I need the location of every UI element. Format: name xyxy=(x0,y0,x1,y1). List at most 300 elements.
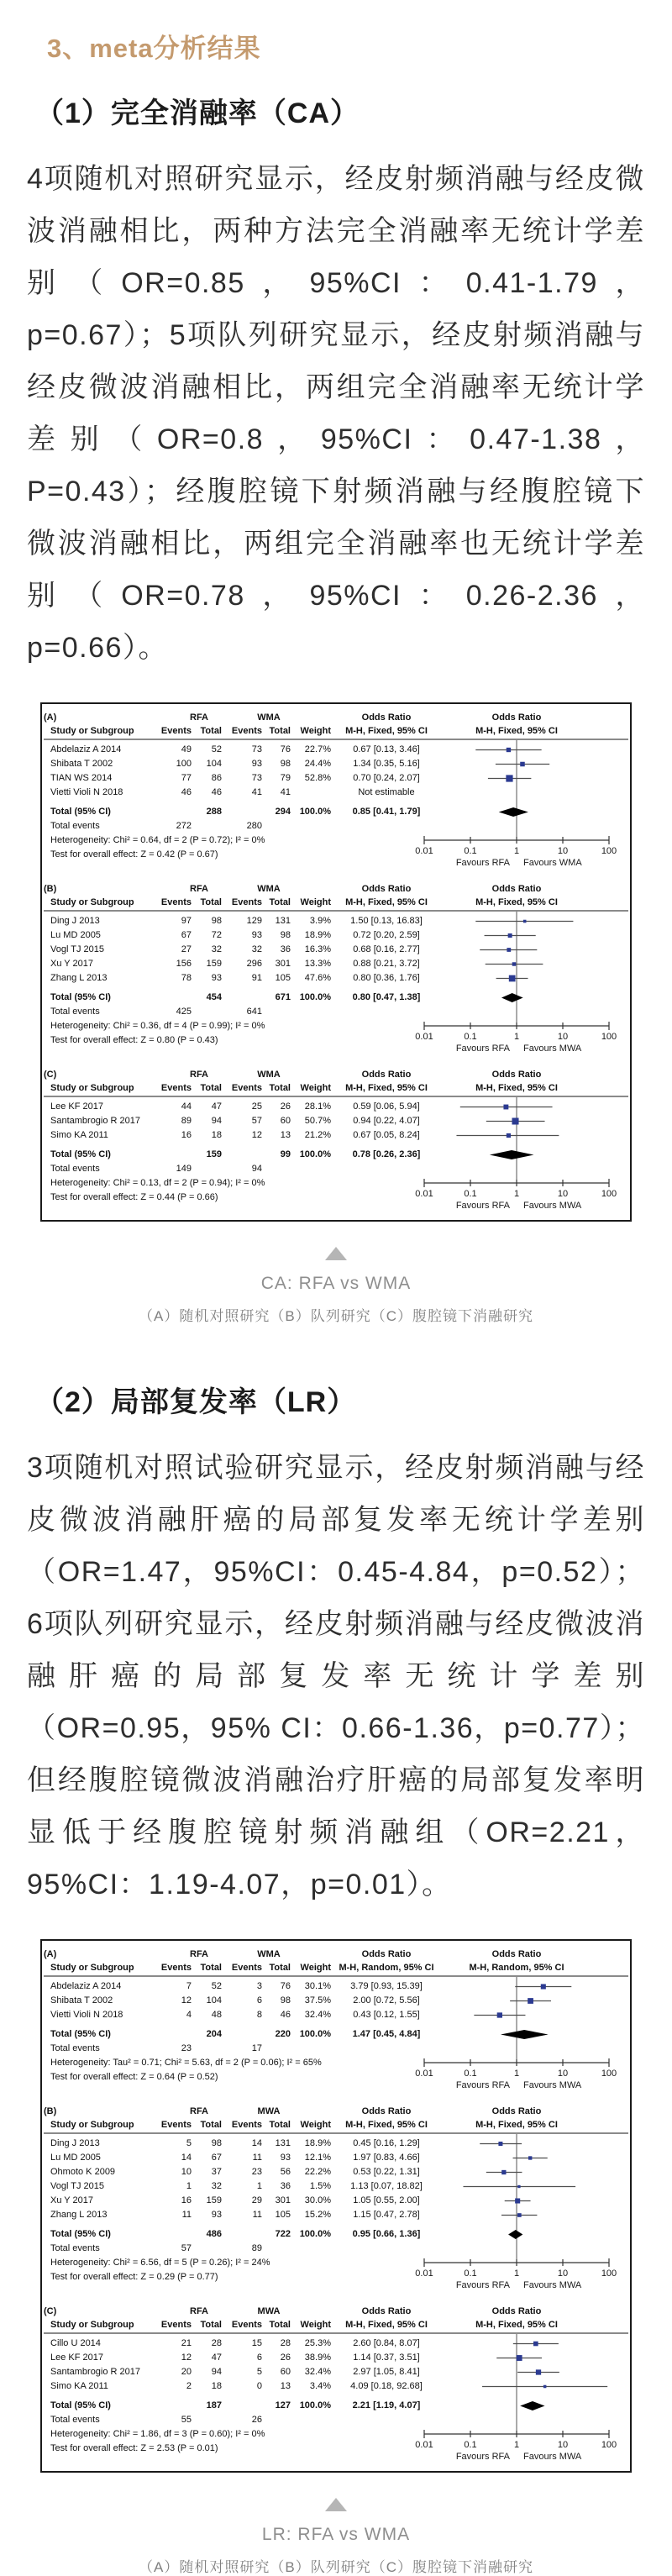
total1-value: 86 xyxy=(211,773,222,783)
group1-header: RFA xyxy=(190,712,208,723)
x-axis-tick-label: 0.01 xyxy=(415,1032,433,1042)
effect-header: Odds Ratio xyxy=(361,712,412,723)
favours-right-label: Favours MWA xyxy=(523,1044,582,1054)
or-ci-text: 1.13 [0.07, 18.82] xyxy=(350,2181,423,2191)
events1-value: 16 xyxy=(181,2195,192,2205)
forest-row xyxy=(42,2256,630,2270)
total-events-label: Total events xyxy=(50,2043,100,2053)
forest-row xyxy=(42,2427,630,2442)
col-header-events1: Events xyxy=(160,2320,192,2330)
weight-value: 3.9% xyxy=(309,916,331,926)
forest-panel-b xyxy=(42,882,630,1059)
x-axis-tick-label: 1 xyxy=(513,1189,520,1199)
events2-value: 129 xyxy=(246,916,262,926)
forest-row xyxy=(42,2070,630,2084)
col-header-events2: Events xyxy=(231,1963,262,1973)
forest-panel-c xyxy=(42,2305,630,2468)
weight-value: 30.1% xyxy=(304,1981,331,1991)
or-ci-text: 1.15 [0.47, 2.78] xyxy=(353,2210,420,2220)
col-header-total2: Total xyxy=(269,1963,291,1973)
method-header-plot: M-H, Fixed, 95% CI xyxy=(475,2320,558,2330)
weight-value: 18.9% xyxy=(304,930,331,940)
weight-value: 38.9% xyxy=(304,2353,331,2363)
forest-row xyxy=(42,1961,630,1975)
method-header: M-H, Fixed, 95% CI xyxy=(345,2120,428,2130)
study-name: Vietti Violi N 2018 xyxy=(50,787,123,797)
paragraph-lr: 3项随机对照试验研究显示，经皮射频消融与经皮微波消融肝癌的局部复发率无统计学差别（OR=1.47，95%CI：0.45-4.84，p=0.52）；6项队列研究显示，经皮射频消融与经皮微波消融肝癌的局部复发率无统计学差别（OR=0.95，95% CI：0.66-1.36，p=0.77）；但经腹腔镜微波消融治疗肝癌的局部复发率明显低于经腹腔镜射频消融组（OR=2.21，95%CI：1.19-4.07，p=0.01）。 xyxy=(27,1452,645,1900)
forest-study-row xyxy=(42,2008,630,2022)
effect-header-plot: Odds Ratio xyxy=(491,884,542,894)
heterogeneity-text: Heterogeneity: Chi² = 1.86, df = 3 (P = 0.60); I² = 0% xyxy=(50,2429,265,2439)
method-header-plot: M-H, Fixed, 95% CI xyxy=(475,1083,558,1093)
col-header-events2: Events xyxy=(231,897,262,907)
events1-value: 67 xyxy=(181,930,192,940)
panel-label: (B) xyxy=(44,884,57,894)
events2-value: 5 xyxy=(256,2367,262,2377)
col-header-total1: Total xyxy=(200,1963,222,1973)
x-axis-tick-label: 10 xyxy=(557,1032,569,1042)
overall-effect-text: Test for overall effect: Z = 0.64 (P = 0.52) xyxy=(50,2072,218,2082)
figure-caption-sub-lr: （A）随机对照研究（B）队列研究（C）腹腔镜下消融研究 xyxy=(139,2559,533,2575)
favours-left-label: Favours RFA xyxy=(455,2080,510,2090)
or-ci-text: 0.80 [0.36, 1.76] xyxy=(353,973,420,983)
page-title: 3、meta分析结果 xyxy=(47,34,261,63)
events1-value: 4 xyxy=(186,2010,192,2020)
total1-value: 94 xyxy=(211,1116,222,1126)
total1-value: 47 xyxy=(211,2353,222,2363)
or-ci-text: 4.09 [0.18, 92.68] xyxy=(350,2381,423,2391)
events1-value: 100 xyxy=(176,759,192,769)
col-header-total1: Total xyxy=(200,2320,222,2330)
or-ci-text: 1.34 [0.35, 5.16] xyxy=(353,759,420,769)
x-axis-tick-label: 100 xyxy=(601,1032,617,1042)
forest-row xyxy=(42,1148,630,1162)
study-name: Xu Y 2017 xyxy=(50,959,93,969)
study-name: Vietti Violi N 2018 xyxy=(50,2010,123,2020)
forest-study-row xyxy=(42,2151,630,2165)
events1-value: 2 xyxy=(186,2381,192,2391)
or-ci-text: 0.59 [0.06, 5.94] xyxy=(353,1101,420,1112)
events2-value: 57 xyxy=(251,1116,262,1126)
forest-row xyxy=(42,711,630,725)
or-ci-text: 2.97 [1.05, 8.41] xyxy=(353,2367,420,2377)
weight-value: 13.3% xyxy=(304,959,331,969)
events1-value: 21 xyxy=(181,2338,192,2348)
forest-study-row xyxy=(42,2208,630,2222)
events2-value: 0 xyxy=(256,2381,262,2391)
x-axis-tick-label: 0.01 xyxy=(415,2069,433,2079)
col-header-total2: Total xyxy=(269,897,291,907)
total1-sum: 187 xyxy=(206,2400,222,2410)
col-header-study: Study or Subgroup xyxy=(50,1963,134,1973)
total2-sum: 220 xyxy=(275,2029,291,2039)
overall-effect-text: Test for overall effect: Z = 0.42 (P = 0.67) xyxy=(50,849,218,860)
study-name: Ding J 2013 xyxy=(50,916,100,926)
events1-value: 78 xyxy=(181,973,192,983)
events1-value: 46 xyxy=(181,787,192,797)
forest-row xyxy=(42,1005,630,1019)
total-or-ci-text: 2.21 [1.19, 4.07] xyxy=(352,2400,421,2410)
col-header-weight: Weight xyxy=(300,2320,331,2330)
study-name: Ding J 2013 xyxy=(50,2138,100,2148)
total-events2: 17 xyxy=(251,2043,262,2053)
col-header-total2: Total xyxy=(269,726,291,736)
col-header-events2: Events xyxy=(231,726,262,736)
col-header-weight: Weight xyxy=(300,2120,331,2130)
study-name: Zhang L 2013 xyxy=(50,2210,108,2220)
total1-value: 28 xyxy=(211,2338,222,2348)
favours-left-label: Favours RFA xyxy=(455,2452,510,2462)
study-name: Cillo U 2014 xyxy=(50,2338,101,2348)
overall-effect-text: Test for overall effect: Z = 0.29 (P = 0.77) xyxy=(50,2272,218,2282)
total1-value: 93 xyxy=(211,2210,222,2220)
favours-right-label: Favours MWA xyxy=(523,1201,582,1211)
or-ci-text: 0.67 [0.05, 8.24] xyxy=(353,1130,420,1140)
section-local-recurrence xyxy=(27,1379,645,2576)
col-header-weight: Weight xyxy=(300,1963,331,1973)
x-axis-tick-label: 10 xyxy=(557,2069,569,2079)
total2-sum: 671 xyxy=(275,992,291,1002)
group2-header: MWA xyxy=(257,2306,281,2316)
forest-row xyxy=(42,991,630,1005)
study-name: Zhang L 2013 xyxy=(50,973,108,983)
x-axis-tick-label: 0.01 xyxy=(415,1189,433,1199)
total2-value: 26 xyxy=(280,1101,291,1112)
events1-value: 10 xyxy=(181,2167,192,2177)
group1-header: RFA xyxy=(190,884,208,894)
total-label: Total (95% CI) xyxy=(50,1149,111,1159)
x-axis-tick-label: 100 xyxy=(601,846,617,856)
total2-value: 56 xyxy=(280,2167,291,2177)
x-axis-tick-label: 100 xyxy=(601,2069,617,2079)
study-name: Simo KA 2011 xyxy=(50,2381,108,2391)
total2-value: 28 xyxy=(280,2338,291,2348)
panel-label: (B) xyxy=(44,2106,57,2116)
total-events2: 26 xyxy=(251,2415,262,2425)
total2-value: 41 xyxy=(280,787,291,797)
events2-value: 23 xyxy=(251,2167,262,2177)
total-weight: 100.0% xyxy=(299,807,331,817)
total2-value: 60 xyxy=(280,1116,291,1126)
total-label: Total (95% CI) xyxy=(50,2229,111,2239)
weight-value: 37.5% xyxy=(304,1995,331,2006)
forest-study-row xyxy=(42,786,630,800)
total-events2: 89 xyxy=(251,2243,262,2253)
or-ci-text: 0.72 [0.20, 2.59] xyxy=(353,930,420,940)
overall-effect-text: Test for overall effect: Z = 0.44 (P = 0.66) xyxy=(50,1192,218,1202)
x-axis-tick-label: 0.1 xyxy=(464,2440,477,2450)
events2-value: 14 xyxy=(251,2138,262,2148)
total1-sum: 486 xyxy=(206,2229,222,2239)
forest-row xyxy=(42,1081,630,1096)
total-events2: 94 xyxy=(251,1164,262,1174)
effect-header-plot: Odds Ratio xyxy=(491,2106,542,2116)
forest-row xyxy=(42,2318,630,2332)
weight-value: 1.5% xyxy=(309,2181,331,2191)
panel-label: (A) xyxy=(44,712,57,723)
study-name: Santambrogio R 2017 xyxy=(50,1116,141,1126)
method-header-plot: M-H, Fixed, 95% CI xyxy=(475,897,558,907)
forest-row xyxy=(42,2118,630,2132)
forest-study-row xyxy=(42,2379,630,2394)
heterogeneity-text: Heterogeneity: Chi² = 6.56, df = 5 (P = 0.26); I² = 24% xyxy=(50,2258,270,2268)
events2-value: 25 xyxy=(251,1101,262,1112)
x-axis-tick-label: 10 xyxy=(557,2268,569,2279)
events2-value: 73 xyxy=(251,744,262,754)
total2-value: 46 xyxy=(280,2010,291,2020)
or-ci-text: 1.97 [0.83, 4.66] xyxy=(353,2153,420,2163)
forest-row xyxy=(42,1191,630,1205)
or-ci-text: 0.88 [0.21, 3.72] xyxy=(353,959,420,969)
weight-value: 22.7% xyxy=(304,744,331,754)
study-name: Lee KF 2017 xyxy=(50,2353,103,2363)
events1-value: 5 xyxy=(186,2138,192,2148)
events2-value: 15 xyxy=(251,2338,262,2348)
events2-value: 73 xyxy=(251,773,262,783)
total2-sum: 99 xyxy=(280,1149,291,1159)
paragraph-ca: 4项随机对照研究显示，经皮射频消融与经皮微波消融相比，两种方法完全消融率无统计学差别（OR=0.85，95%CI：0.41-1.79，p=0.67）；5项队列研究显示，经皮射频消融与经皮微波消融相比，两组完全消融率无统计学差别（OR=0.8，95%CI：0.47-1.38，P=0.43）；经腹腔镜下射频消融与经腹腔镜下微波消融相比，两组完全消融率也无统计学差别（OR=0.78，95%CI：0.26-2.36，p=0.66）。 xyxy=(27,163,645,664)
total1-value: 46 xyxy=(211,787,222,797)
study-name: Shibata T 2002 xyxy=(50,1995,113,2006)
total2-value: 26 xyxy=(280,2353,291,2363)
total2-value: 76 xyxy=(280,744,291,754)
total2-value: 93 xyxy=(280,2153,291,2163)
method-header: M-H, Fixed, 95% CI xyxy=(345,726,428,736)
events1-value: 97 xyxy=(181,916,192,926)
study-name: Simo KA 2011 xyxy=(50,1130,108,1140)
forest-row xyxy=(42,896,630,910)
forest-study-row xyxy=(42,743,630,757)
group1-header: RFA xyxy=(190,2106,208,2116)
total1-sum: 288 xyxy=(206,807,222,817)
header-rule xyxy=(44,2132,628,2134)
total-events-label: Total events xyxy=(50,1164,100,1174)
forest-study-row xyxy=(42,757,630,771)
forest-row xyxy=(42,2027,630,2042)
col-header-events2: Events xyxy=(231,2120,262,2130)
col-header-weight: Weight xyxy=(300,726,331,736)
or-ci-text: 0.68 [0.16, 2.77] xyxy=(353,944,420,954)
col-header-study: Study or Subgroup xyxy=(50,726,134,736)
total-events1: 57 xyxy=(181,2243,192,2253)
overall-effect-text: Test for overall effect: Z = 2.53 (P = 0.01) xyxy=(50,2443,218,2453)
panel-label: (A) xyxy=(44,1949,57,1959)
col-header-events2: Events xyxy=(231,2320,262,2330)
or-ci-text: 1.14 [0.37, 3.51] xyxy=(353,2353,420,2363)
header-rule xyxy=(44,1975,628,1977)
events2-value: 11 xyxy=(252,2210,262,2220)
header-rule xyxy=(44,1096,628,1097)
effect-header-plot: Odds Ratio xyxy=(491,1070,542,1080)
total2-value: 301 xyxy=(275,2195,291,2205)
total1-value: 67 xyxy=(211,2153,222,2163)
events2-value: 8 xyxy=(256,2010,262,2020)
favours-left-label: Favours RFA xyxy=(455,1044,510,1054)
total2-value: 79 xyxy=(280,773,291,783)
col-header-total1: Total xyxy=(200,726,222,736)
x-axis-tick-label: 0.1 xyxy=(464,1189,477,1199)
events1-value: 77 xyxy=(181,773,192,783)
events1-value: 44 xyxy=(181,1101,192,1112)
forest-panel-b xyxy=(42,2105,630,2296)
forest-panel-c xyxy=(42,1068,630,1217)
events1-value: 12 xyxy=(181,1995,192,2006)
weight-value: 50.7% xyxy=(304,1116,331,1126)
weight-value: 30.0% xyxy=(304,2195,331,2205)
forest-study-row xyxy=(42,2165,630,2179)
figure-caption-sub-ca: （A）随机对照研究（B）队列研究（C）腹腔镜下消融研究 xyxy=(139,1308,533,1324)
forest-row xyxy=(42,833,630,848)
figure-caption-title-ca: CA: RFA vs WMA xyxy=(260,1274,412,1293)
group1-header: RFA xyxy=(190,1949,208,1959)
total1-value: 32 xyxy=(211,944,222,954)
total2-value: 60 xyxy=(280,2367,291,2377)
study-name: Vogl TJ 2015 xyxy=(50,944,105,954)
forest-study-row xyxy=(42,914,630,928)
study-name: Ohmoto K 2009 xyxy=(50,2167,116,2177)
total-label: Total (95% CI) xyxy=(50,2029,111,2039)
forest-row xyxy=(42,2442,630,2456)
effect-header-plot: Odds Ratio xyxy=(491,712,542,723)
forest-study-row xyxy=(42,2351,630,2365)
forest-row xyxy=(42,2042,630,2056)
total1-value: 104 xyxy=(206,759,222,769)
weight-value: 21.2% xyxy=(304,1130,331,1140)
or-ci-text: 0.43 [0.12, 1.55] xyxy=(353,2010,420,2020)
forest-study-row xyxy=(42,2337,630,2351)
forest-study-row xyxy=(42,943,630,957)
effect-header: Odds Ratio xyxy=(361,1949,412,1959)
x-axis-tick-label: 0.01 xyxy=(415,846,433,856)
effect-header: Odds Ratio xyxy=(361,884,412,894)
total2-value: 98 xyxy=(280,930,291,940)
events1-value: 16 xyxy=(181,1130,192,1140)
overall-effect-text: Test for overall effect: Z = 0.80 (P = 0.43) xyxy=(50,1035,218,1045)
forest-row xyxy=(42,882,630,896)
x-axis-tick-label: 1 xyxy=(513,2440,520,2450)
effect-header-plot: Odds Ratio xyxy=(491,2306,542,2316)
group1-header: RFA xyxy=(190,1070,208,1080)
forest-study-row xyxy=(42,771,630,786)
x-axis-tick-label: 0.1 xyxy=(464,2268,477,2279)
or-ci-text: 0.70 [0.24, 2.07] xyxy=(353,773,420,783)
col-header-total1: Total xyxy=(200,2120,222,2130)
total-events-label: Total events xyxy=(50,821,100,831)
study-name: Abdelaziz A 2014 xyxy=(50,1981,122,1991)
total1-value: 104 xyxy=(206,1995,222,2006)
total2-value: 131 xyxy=(275,2138,291,2148)
forest-study-row xyxy=(42,2137,630,2151)
events2-value: 296 xyxy=(246,959,262,969)
total-events2: 280 xyxy=(246,821,262,831)
total2-value: 13 xyxy=(280,1130,291,1140)
weight-value: 24.4% xyxy=(304,759,331,769)
forest-study-row xyxy=(42,1114,630,1128)
total-label: Total (95% CI) xyxy=(50,992,111,1002)
favours-left-label: Favours RFA xyxy=(455,858,510,868)
weight-value: 16.3% xyxy=(304,944,331,954)
or-ci-text: 1.50 [0.13, 16.83] xyxy=(350,916,423,926)
total-weight: 100.0% xyxy=(299,992,331,1002)
or-ci-text: 0.45 [0.16, 1.29] xyxy=(353,2138,420,2148)
figure-caption-title-lr: LR: RFA vs WMA xyxy=(261,2525,411,2544)
favours-right-label: Favours WMA xyxy=(523,858,582,868)
forest-row xyxy=(42,2270,630,2284)
total2-value: 105 xyxy=(275,973,291,983)
weight-value: 3.4% xyxy=(309,2381,331,2391)
forest-row xyxy=(42,724,630,739)
caption-triangle-icon xyxy=(325,2498,347,2511)
weight-value: 32.4% xyxy=(304,2010,331,2020)
total2-value: 76 xyxy=(280,1981,291,1991)
col-header-weight: Weight xyxy=(300,1083,331,1093)
total-events-label: Total events xyxy=(50,2243,100,2253)
x-axis-tick-label: 0.01 xyxy=(415,2268,433,2279)
or-ci-text: Not estimable xyxy=(358,787,415,797)
or-ci-text: 0.53 [0.22, 1.31] xyxy=(353,2167,420,2177)
total-events1: 272 xyxy=(176,821,192,831)
or-ci-text: 2.00 [0.72, 5.56] xyxy=(353,1995,420,2006)
or-ci-text: 0.94 [0.22, 4.07] xyxy=(353,1116,420,1126)
weight-value: 15.2% xyxy=(304,2210,331,2220)
method-header: M-H, Random, 95% CI xyxy=(339,1963,434,1973)
weight-value: 22.2% xyxy=(304,2167,331,2177)
x-axis-tick-label: 10 xyxy=(557,846,569,856)
col-header-events1: Events xyxy=(160,897,192,907)
forest-row xyxy=(42,2227,630,2242)
x-axis-tick-label: 1 xyxy=(513,2069,520,2079)
events1-value: 89 xyxy=(181,1116,192,1126)
forest-study-row xyxy=(42,1979,630,1994)
study-name: Lu MD 2005 xyxy=(50,930,101,940)
total2-value: 98 xyxy=(280,759,291,769)
study-name: Shibata T 2002 xyxy=(50,759,113,769)
total-or-ci-text: 1.47 [0.45, 4.84] xyxy=(352,2029,421,2039)
group2-header: MWA xyxy=(257,2106,281,2116)
total2-sum: 127 xyxy=(275,2400,291,2410)
total2-value: 36 xyxy=(280,2181,291,2191)
forest-plot-figure-ca xyxy=(40,702,632,1222)
events1-value: 7 xyxy=(186,1981,192,1991)
total2-value: 13 xyxy=(280,2381,291,2391)
events2-value: 12 xyxy=(251,1130,262,1140)
group2-header: WMA xyxy=(257,712,281,723)
favours-right-label: Favours MWA xyxy=(523,2080,582,2090)
effect-header-plot: Odds Ratio xyxy=(491,1949,542,1959)
forest-row xyxy=(42,819,630,833)
subsection-heading-lr: （2）局部复发率（LR） xyxy=(35,1386,357,1418)
events1-value: 20 xyxy=(181,2367,192,2377)
total-events2: 641 xyxy=(246,1007,262,1017)
weight-value: 28.1% xyxy=(304,1101,331,1112)
forest-row xyxy=(42,1068,630,1082)
events2-value: 6 xyxy=(256,2353,262,2363)
events2-value: 91 xyxy=(251,973,262,983)
forest-row xyxy=(42,2399,630,2413)
total-label: Total (95% CI) xyxy=(50,2400,111,2410)
total-events1: 23 xyxy=(181,2043,192,2053)
events2-value: 3 xyxy=(256,1981,262,1991)
header-rule xyxy=(44,739,628,740)
events2-value: 11 xyxy=(252,2153,262,2163)
x-axis-tick-label: 100 xyxy=(601,2440,617,2450)
favours-left-label: Favours RFA xyxy=(455,2280,510,2290)
heterogeneity-text: Heterogeneity: Tau² = 0.71; Chi² = 5.63, df = 2 (P = 0.06); I² = 65% xyxy=(50,2058,322,2068)
total-weight: 100.0% xyxy=(299,1149,331,1159)
heterogeneity-text: Heterogeneity: Chi² = 0.13, df = 2 (P = 0.94); I² = 0% xyxy=(50,1178,265,1188)
events2-value: 29 xyxy=(251,2195,262,2205)
forest-study-row xyxy=(42,1994,630,2008)
